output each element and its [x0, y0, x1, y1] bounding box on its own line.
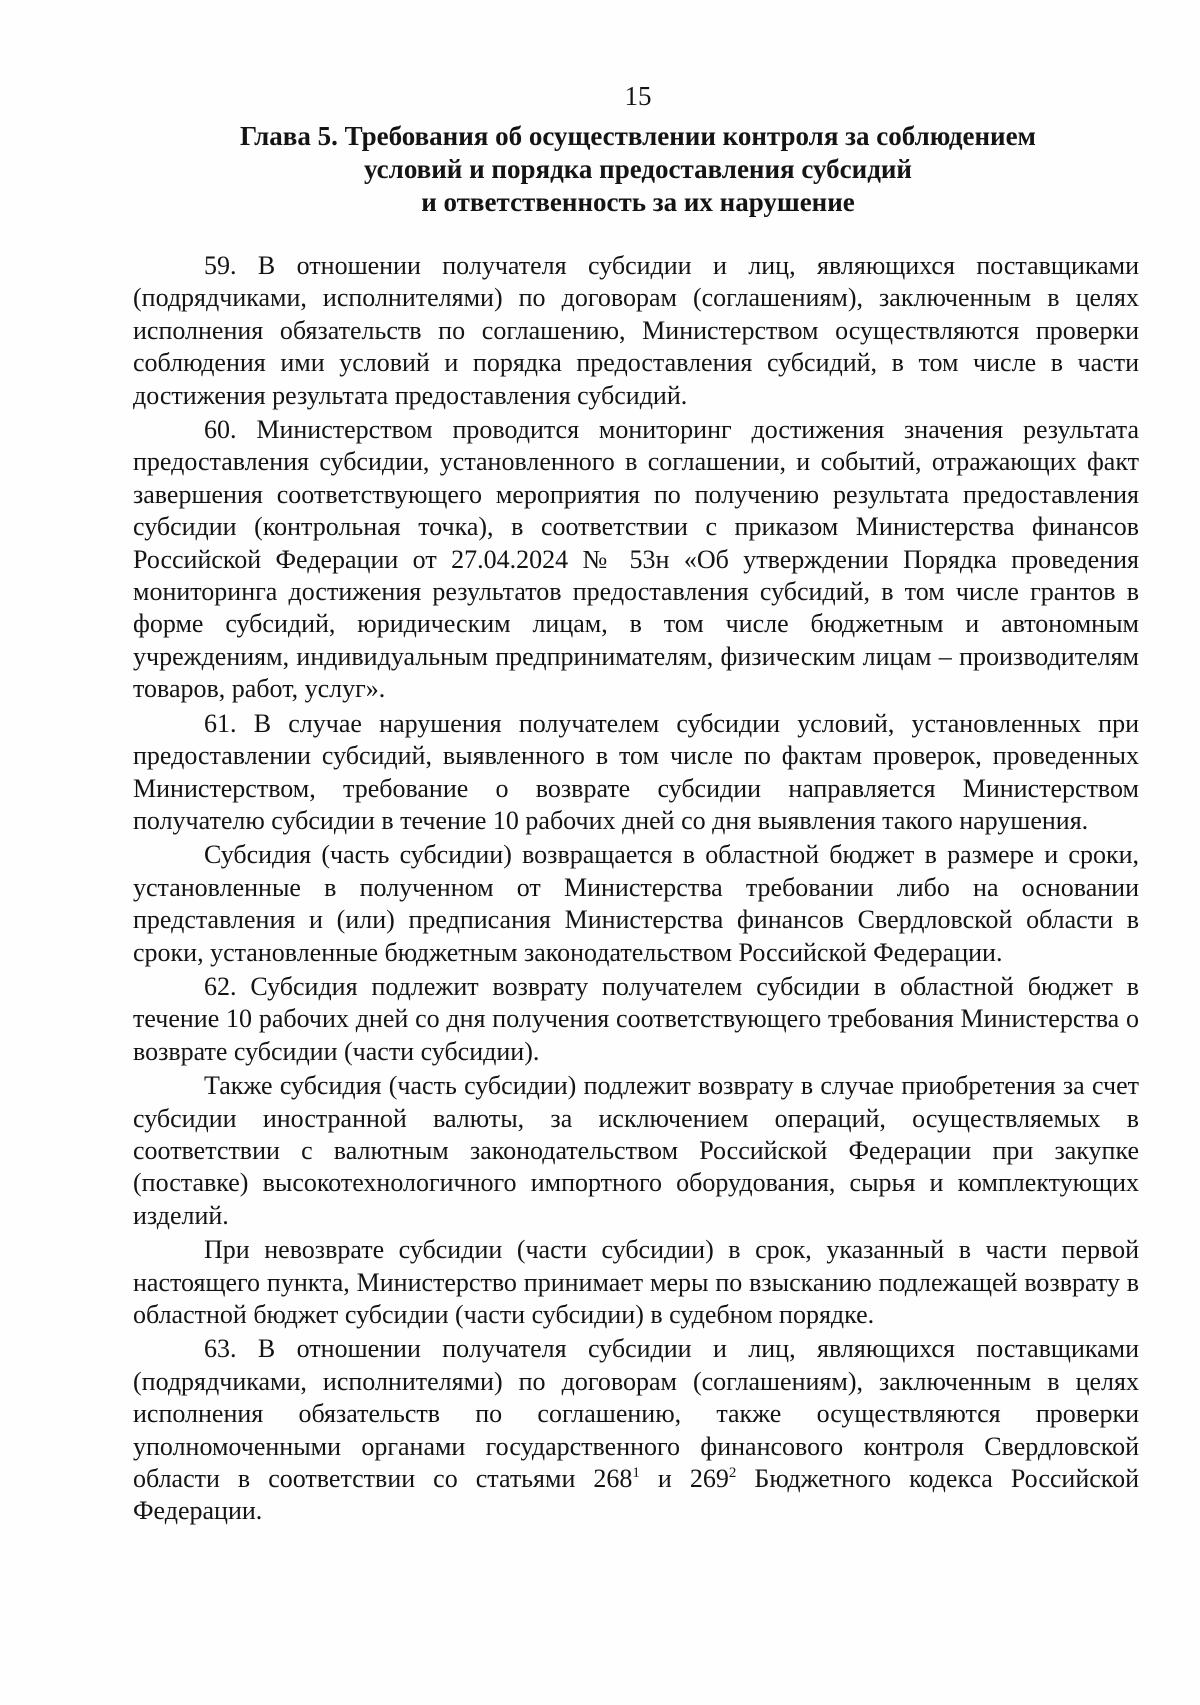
superscript: 1 — [632, 1465, 640, 1482]
paragraph-60: 60. Министерством проводится мониторинг достижения значения результата предоставления субсидии, установленного в соглашении, и событий, отражающих факт завершения соответствующего мероприятия по получению результата предоставления субсидии (контрольная точка), в соответствии с приказом Министерства финансов Российской Федерации от 27.04.2024 № 53н «Об утверждении Порядка проведения мониторинга достижения результатов предоставления субсидий, в том числе грантов в форме субсидий, юридическим лицам, в том числе бюджетным и автономным учреждениям, индивидуальным предпринимателям, физическим лицам – производителям товаров, работ, услуг». — [133, 415, 1139, 704]
paragraph-62: 62. Субсидия подлежит возврату получателем субсидии в областной бюджет в течение 10 рабочих дней со дня получения соответствующего требования Министерства о возврате субсидии (части субсидии). — [133, 971, 1139, 1066]
paragraph-63-text: Бюджетного кодекса Российской Федерации. — [133, 1464, 1139, 1526]
chapter-title-line: и ответственность за их нарушение — [421, 187, 855, 217]
paragraph-63-text: и 269 — [639, 1464, 729, 1494]
superscript: 2 — [728, 1465, 737, 1482]
paragraph-61: 61. В случае нарушения получателем субсидии условий, установленных при предоставлении субсидий, выявленного в том числе по фактам проверок, проведенных Министерством, требование о возврате субсидии направляется Министерством получателю субсидии в течение 10 рабочих дней со дня выявления такого нарушения. — [133, 708, 1139, 835]
chapter-title-line: условий и порядка предоставления субсидий — [364, 154, 912, 184]
body-text — [133, 250, 1139, 1530]
chapter-title-line: Глава 5. Требования об осуществлении контроля за соблюдением — [240, 121, 1036, 151]
paragraph-63-text: 63. В отношении получателя субсидии и лиц, являющихся поставщиками (подрядчиками, исполнителями) по договорам (соглашениям), заключенным в целях исполнения обязательств по соглашению, также осуществляются проверки уполномоченными органами государственного финансового контроля Свердловской области в соответствии со статьями 268 — [133, 1334, 1139, 1494]
paragraph-63 — [133, 1333, 1139, 1527]
paragraph-62-currency: Также субсидия (часть субсидии) подлежит возврату в случае приобретения за счет субсидии иностранной валюты, за исключением операций, осуществляемых в соответствии с валютным законодательством Российской Федерации при закупке (поставке) высокотехнологичного импортного оборудования, сырья и комплектующих изделий. — [133, 1071, 1139, 1230]
paragraph-59: 59. В отношении получателя субсидии и лиц, являющихся поставщиками (подрядчиками, исполнителями) по договорам (соглашениям), заключенным в целях исполнения обязательств по соглашению, Министерством осуществляются проверки соблюдения ими условий и порядка предоставления субсидий, в том числе в части достижения результата предоставления субсидий. — [133, 251, 1139, 410]
chapter-title — [150, 120, 1126, 219]
page-number: 15 — [624, 81, 652, 111]
paragraph-61-return: Субсидия (часть субсидии) возвращается в областной бюджет в размере и сроки, установленные в полученном от Министерства требовании либо на основании представления и (или) предписания Министерства финансов Свердловской области в сроки, установленные бюджетным законодательством Российской Федерации. — [133, 840, 1139, 967]
paragraph-62-enforcement: При невозврате субсидии (части субсидии) в срок, указанный в части первой настоящего пункта, Министерство принимает меры по взысканию подлежащей возврату в областной бюджет субсидии (части субсидии) в судебном порядке. — [133, 1235, 1139, 1329]
